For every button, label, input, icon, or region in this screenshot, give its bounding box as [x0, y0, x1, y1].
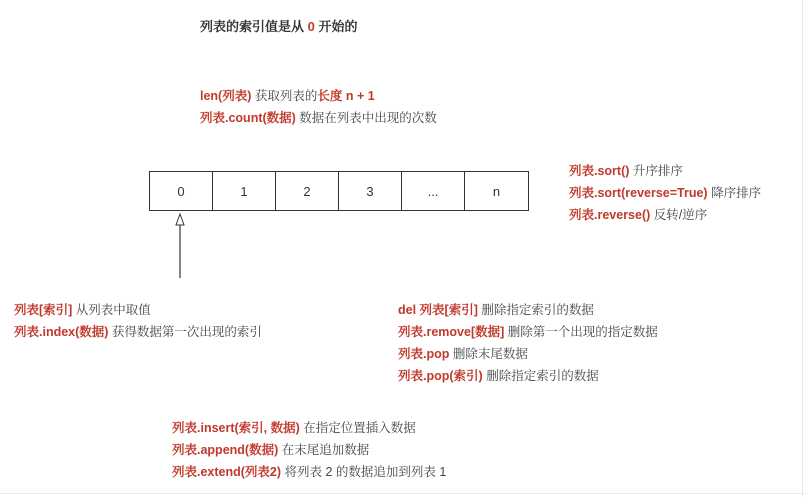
- title-prefix: 列表的索引值是从: [200, 19, 308, 34]
- remove-keyword: 列表.remove[数据]: [398, 325, 505, 339]
- len-desc: 获取列表的: [251, 89, 318, 103]
- list-cell: 2: [276, 172, 339, 210]
- index-arrow-head: [176, 214, 184, 225]
- pop-index-keyword: 列表.pop(索引): [398, 369, 483, 383]
- index-method-keyword: 列表.index(数据): [14, 325, 109, 339]
- reverse-desc: 反转/逆序: [650, 208, 708, 222]
- sort-desc: 升序排序: [629, 164, 683, 178]
- sort-reverse-line: [569, 182, 761, 204]
- index-access-keyword: 列表[索引]: [14, 303, 73, 317]
- del-line: [398, 299, 658, 321]
- insert-block: [172, 417, 446, 483]
- title-suffix: 开始的: [314, 19, 358, 34]
- sort-keyword: 列表.sort(): [569, 164, 630, 178]
- pop-line: [398, 343, 658, 365]
- list-cell: 3: [339, 172, 402, 210]
- list-cell: 1: [213, 172, 276, 210]
- del-keyword: del 列表[索引]: [398, 303, 478, 317]
- sort-block: [569, 160, 761, 226]
- index-method-desc: 获得数据第一次出现的索引: [108, 325, 262, 339]
- insert-desc: 在指定位置插入数据: [299, 421, 416, 435]
- sort-reverse-desc: 降序排序: [707, 186, 762, 200]
- append-line: [172, 439, 446, 461]
- delete-block: [398, 299, 658, 387]
- append-keyword: 列表.append(数据): [172, 443, 279, 457]
- list-cell: ...: [402, 172, 465, 210]
- pop-keyword: 列表.pop: [398, 347, 450, 361]
- extend-keyword: 列表.extend(列表2): [172, 465, 282, 479]
- pop-desc: 删除末尾数据: [449, 347, 528, 361]
- pop-index-desc: 删除指定索引的数据: [482, 369, 599, 383]
- index-access-desc: 从列表中取值: [72, 303, 151, 317]
- len-keyword: len(列表): [200, 89, 252, 103]
- count-desc: 数据在列表中出现的次数: [295, 111, 437, 125]
- index-access-line: [14, 299, 262, 321]
- sort-reverse-keyword: 列表.sort(reverse=True): [569, 186, 708, 200]
- insert-line: [172, 417, 446, 439]
- read-block: [14, 299, 262, 343]
- index-method-line: [14, 321, 262, 343]
- extend-line: [172, 461, 446, 483]
- list-cell: n: [492, 183, 501, 199]
- insert-keyword: 列表.insert(索引, 数据): [172, 421, 300, 435]
- list-cell: 0: [150, 172, 213, 210]
- len-keyword-2: 长度 n + 1: [317, 89, 375, 103]
- reverse-line: [569, 204, 761, 226]
- title-zero: 0: [307, 19, 315, 34]
- count-keyword: 列表.count(数据): [200, 111, 296, 125]
- sort-line: [569, 160, 761, 182]
- remove-line: [398, 321, 658, 343]
- remove-desc: 删除第一个出现的指定数据: [504, 325, 658, 339]
- extend-desc: 将列表 2 的数据追加到列表 1: [281, 465, 447, 479]
- del-desc: 删除指定索引的数据: [477, 303, 594, 317]
- append-desc: 在末尾追加数据: [278, 443, 370, 457]
- pop-index-line: [398, 365, 658, 387]
- reverse-keyword: 列表.reverse(): [569, 208, 651, 222]
